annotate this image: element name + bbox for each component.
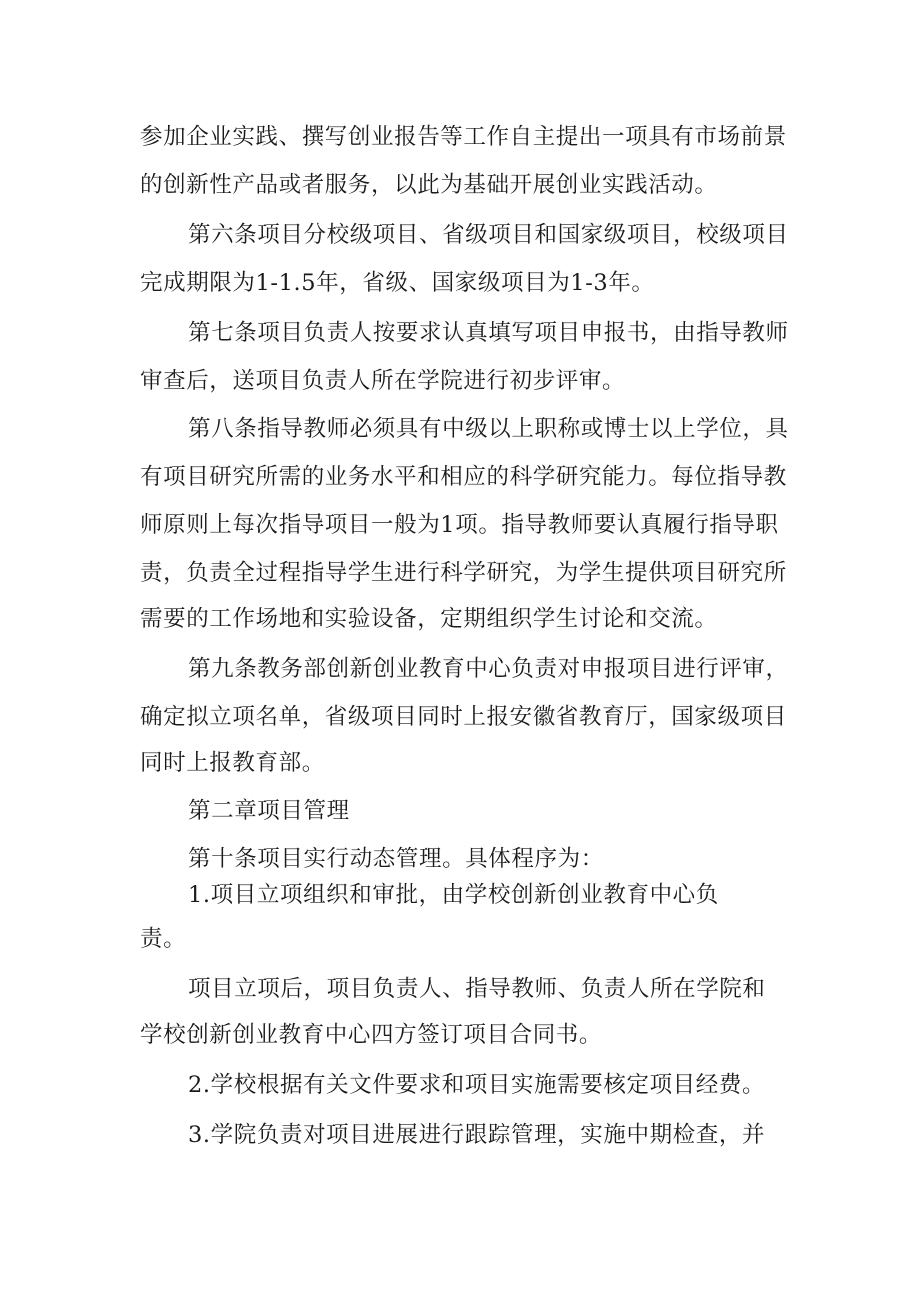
list-item-3: 3.学院负责对项目进展进行跟踪管理，实施中期检查，并: [188, 1122, 766, 1148]
text-line: 的创新性产品或者服务，以此为基础开展创业实践活动。: [140, 172, 718, 198]
text-line: 参加企业实践、撰写创业报告等工作自主提出一项具有市场前景: [140, 124, 787, 150]
text-line: 责，负责全过程指导学生进行科学研究，为学生提供项目研究所: [140, 560, 787, 586]
article-9: 第九条教务部创新创业教育中心负责对申报项目进行评审，: [188, 656, 789, 682]
article-7: 第七条项目负责人按要求认真填写项目申报书，由指导教师: [188, 320, 789, 346]
text-line: 确定拟立项名单，省级项目同时上报安徽省教育厅，国家级项目: [140, 704, 787, 730]
text-line: 有项目研究所需的业务水平和相应的科学研究能力。每位指导教: [140, 464, 787, 490]
text-line: 项目立项后，项目负责人、指导教师、负责人所在学院和: [188, 976, 766, 1002]
text-line: 需要的工作场地和实验设备，定期组织学生讨论和交流。: [140, 606, 718, 632]
text-line: 审查后，送项目负责人所在学院进行初步评审。: [140, 368, 626, 394]
chapter-heading: 第二章项目管理: [188, 798, 350, 824]
article-10: 第十条项目实行动态管理。具体程序为：: [188, 846, 604, 872]
list-item-2: 2.学校根据有关文件要求和项目实施需要核定项目经费。: [188, 1072, 766, 1098]
article-8: 第八条指导教师必须具有中级以上职称或博士以上学位，具: [188, 416, 789, 442]
text-line: 责。: [140, 926, 187, 952]
article-6: 第六条项目分校级项目、省级项目和国家级项目，校级项目: [188, 222, 789, 248]
text-line: 完成期限为1-1.5年，省级、国家级项目为1-3年。: [140, 270, 655, 296]
list-item-1: 1.项目立项组织和审批，由学校创新创业教育中心负: [188, 882, 719, 908]
text-line: 师原则上每次指导项目一般为1项。指导教师要认真履行指导职: [140, 512, 779, 538]
text-line: 同时上报教育部。: [140, 750, 325, 776]
text-line: 学校创新创业教育中心四方签订项目合同书。: [140, 1022, 603, 1048]
